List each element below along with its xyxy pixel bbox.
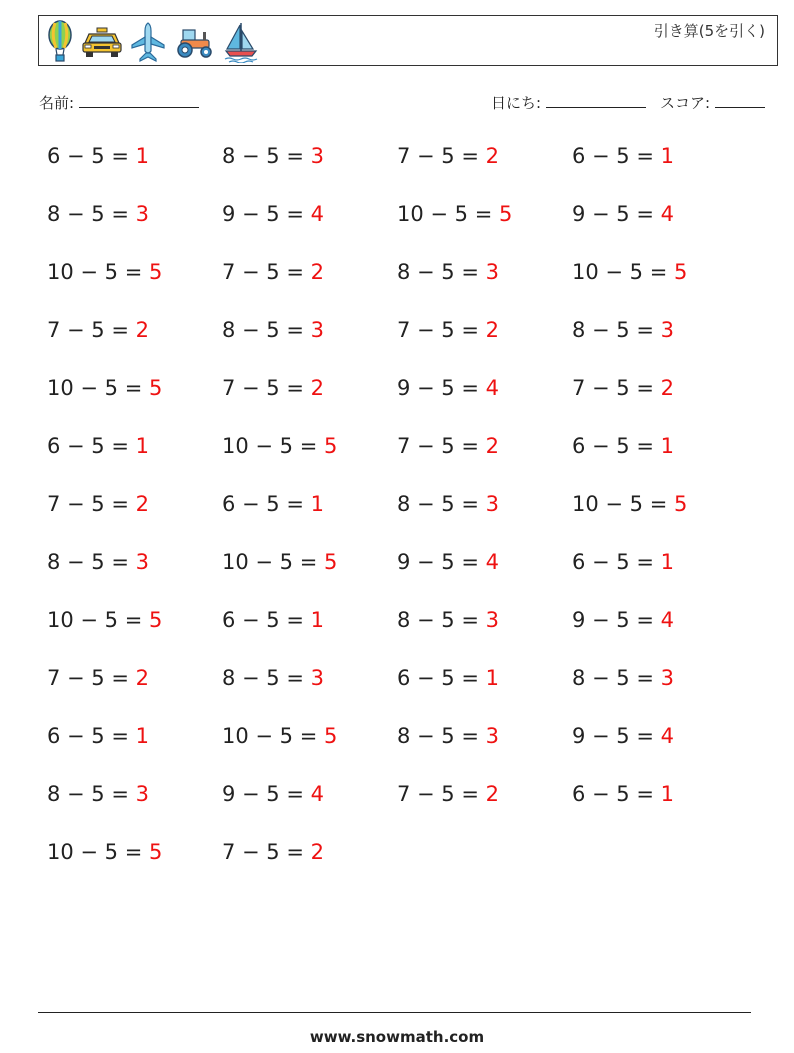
problem-question: 10 − 5 = [572, 492, 674, 516]
problem-answer: 1 [485, 666, 499, 690]
problem-answer: 1 [310, 608, 324, 632]
problem-answer: 2 [135, 318, 149, 342]
problem-question: 10 − 5 = [222, 724, 324, 748]
problem-cell [397, 492, 499, 516]
problem-cell [222, 202, 324, 226]
problem-question: 8 − 5 = [222, 666, 311, 690]
problem-question: 9 − 5 = [572, 608, 661, 632]
problem-answer: 4 [485, 550, 499, 574]
problem-cell [222, 550, 337, 574]
problem-cell [222, 434, 337, 458]
problem-cell [47, 318, 149, 342]
problem-question: 10 − 5 = [397, 202, 499, 226]
problem-answer: 4 [660, 202, 674, 226]
problem-question: 6 − 5 = [572, 550, 661, 574]
problem-answer: 3 [135, 202, 149, 226]
problem-question: 7 − 5 = [222, 376, 311, 400]
problem-answer: 2 [485, 144, 499, 168]
problem-question: 7 − 5 = [47, 318, 136, 342]
problem-row [47, 376, 747, 434]
problem-answer: 3 [660, 666, 674, 690]
problem-cell [397, 144, 499, 168]
problem-cell [397, 782, 499, 806]
problem-question: 7 − 5 = [222, 260, 311, 284]
problem-answer: 4 [310, 782, 324, 806]
problem-cell [47, 840, 162, 864]
problem-question: 7 − 5 = [397, 782, 486, 806]
problem-cell [222, 724, 337, 748]
problem-question: 9 − 5 = [572, 202, 661, 226]
problem-cell [222, 608, 324, 632]
name-input-line[interactable] [79, 93, 199, 108]
problem-answer: 3 [135, 550, 149, 574]
airplane-icon [131, 21, 165, 63]
problem-answer: 4 [660, 724, 674, 748]
problem-question: 9 − 5 = [222, 202, 311, 226]
problem-answer: 3 [485, 260, 499, 284]
problem-question: 7 − 5 = [47, 492, 136, 516]
problem-answer: 1 [660, 782, 674, 806]
problem-answer: 3 [660, 318, 674, 342]
problem-answer: 3 [485, 492, 499, 516]
problem-answer: 2 [485, 434, 499, 458]
problem-cell [397, 724, 499, 748]
problem-question: 9 − 5 = [397, 376, 486, 400]
problem-cell [572, 434, 674, 458]
problem-question: 7 − 5 = [47, 666, 136, 690]
problem-question: 6 − 5 = [222, 492, 311, 516]
problem-cell [572, 260, 687, 284]
problem-answer: 5 [498, 202, 513, 226]
problem-grid [47, 144, 747, 898]
problem-question: 10 − 5 = [47, 840, 149, 864]
problem-question: 6 − 5 = [572, 144, 661, 168]
problem-cell [572, 492, 687, 516]
problem-row [47, 724, 747, 782]
problem-answer: 3 [310, 318, 324, 342]
problem-cell [397, 376, 499, 400]
problem-question: 9 − 5 = [397, 550, 486, 574]
problem-question: 10 − 5 = [222, 434, 324, 458]
problem-row [47, 840, 747, 898]
problem-cell [222, 260, 324, 284]
problem-row [47, 782, 747, 840]
problem-answer: 1 [310, 492, 324, 516]
problem-row [47, 550, 747, 608]
problem-cell [572, 318, 674, 342]
worksheet-header [38, 15, 778, 66]
problem-answer: 5 [323, 550, 338, 574]
problem-row [47, 492, 747, 550]
problem-cell [47, 492, 149, 516]
problem-answer: 1 [660, 550, 674, 574]
problem-question: 7 − 5 = [222, 840, 311, 864]
problem-question: 8 − 5 = [397, 608, 486, 632]
footer-site: www.snowmath.com [309, 1028, 485, 1046]
problem-cell [572, 376, 674, 400]
problem-question: 8 − 5 = [397, 260, 486, 284]
problem-answer: 4 [485, 376, 499, 400]
problem-row [47, 608, 747, 666]
problem-row [47, 318, 747, 376]
problem-cell [47, 724, 149, 748]
score-label: スコア: [660, 94, 711, 112]
problem-answer: 2 [485, 782, 499, 806]
problem-cell [222, 318, 324, 342]
problem-question: 10 − 5 = [222, 550, 324, 574]
problem-row [47, 202, 747, 260]
problem-question: 7 − 5 = [397, 318, 486, 342]
problem-answer: 1 [660, 144, 674, 168]
problem-row [47, 144, 747, 202]
problem-answer: 5 [148, 608, 163, 632]
problem-cell [397, 318, 499, 342]
problem-question: 6 − 5 = [47, 144, 136, 168]
problem-question: 9 − 5 = [572, 724, 661, 748]
problem-answer: 4 [660, 608, 674, 632]
problem-cell [572, 608, 674, 632]
date-field [491, 92, 646, 113]
problem-question: 8 − 5 = [572, 318, 661, 342]
problem-question: 8 − 5 = [222, 318, 311, 342]
problem-answer: 5 [323, 434, 338, 458]
problem-question: 6 − 5 = [47, 724, 136, 748]
problem-answer: 2 [135, 666, 149, 690]
problem-cell [222, 840, 324, 864]
problem-cell [47, 376, 162, 400]
problem-question: 6 − 5 = [397, 666, 486, 690]
problem-answer: 5 [673, 260, 688, 284]
problem-answer: 3 [485, 724, 499, 748]
problem-question: 8 − 5 = [397, 492, 486, 516]
hot-air-balloon-icon [47, 20, 73, 64]
header-icons [47, 20, 259, 64]
problem-cell [47, 666, 149, 690]
problem-answer: 3 [310, 144, 324, 168]
problem-cell [397, 260, 499, 284]
score-field [660, 92, 765, 113]
problem-answer: 5 [148, 376, 163, 400]
taxi-icon [81, 26, 123, 58]
problem-question: 10 − 5 = [47, 608, 149, 632]
problem-answer: 2 [310, 260, 324, 284]
problem-cell [572, 724, 674, 748]
problem-cell [397, 550, 499, 574]
problem-answer: 2 [135, 492, 149, 516]
date-input-line[interactable] [546, 93, 646, 108]
problem-answer: 1 [135, 724, 149, 748]
problem-cell [572, 144, 674, 168]
problem-answer: 3 [310, 666, 324, 690]
problem-answer: 4 [310, 202, 324, 226]
problem-cell [222, 492, 324, 516]
problem-question: 8 − 5 = [47, 782, 136, 806]
problem-question: 8 − 5 = [397, 724, 486, 748]
problem-cell [397, 666, 499, 690]
problem-question: 10 − 5 = [572, 260, 674, 284]
problem-answer: 2 [660, 376, 674, 400]
problem-cell [397, 202, 512, 226]
problem-cell [572, 202, 674, 226]
problem-cell [222, 144, 324, 168]
problem-question: 9 − 5 = [222, 782, 311, 806]
problem-cell [572, 666, 674, 690]
problem-cell [222, 376, 324, 400]
problem-cell [222, 782, 324, 806]
sailboat-icon [223, 21, 259, 63]
name-field [39, 92, 199, 113]
problem-question: 6 − 5 = [47, 434, 136, 458]
problem-question: 7 − 5 = [397, 434, 486, 458]
problem-cell [47, 434, 149, 458]
footer-divider [38, 1012, 751, 1013]
problem-row [47, 434, 747, 492]
problem-question: 7 − 5 = [572, 376, 661, 400]
problem-question: 6 − 5 = [222, 608, 311, 632]
problem-row [47, 666, 747, 724]
problem-answer: 3 [485, 608, 499, 632]
problem-cell [397, 608, 499, 632]
problem-answer: 3 [135, 782, 149, 806]
problem-answer: 5 [323, 724, 338, 748]
problem-answer: 2 [310, 840, 324, 864]
problem-answer: 1 [135, 144, 149, 168]
name-label: 名前: [39, 94, 75, 112]
problem-cell [397, 434, 499, 458]
problem-cell [47, 260, 162, 284]
problem-question: 10 − 5 = [47, 260, 149, 284]
problem-cell [222, 666, 324, 690]
problem-question: 6 − 5 = [572, 782, 661, 806]
tractor-icon [173, 26, 215, 58]
problem-answer: 2 [485, 318, 499, 342]
problem-question: 8 − 5 = [222, 144, 311, 168]
problem-question: 6 − 5 = [572, 434, 661, 458]
problem-answer: 2 [310, 376, 324, 400]
problem-answer: 5 [148, 840, 163, 864]
problem-cell [47, 144, 149, 168]
problem-cell [47, 550, 149, 574]
problem-question: 8 − 5 = [572, 666, 661, 690]
problem-cell [47, 608, 162, 632]
problem-question: 10 − 5 = [47, 376, 149, 400]
problem-answer: 5 [673, 492, 688, 516]
problem-cell [47, 202, 149, 226]
problem-answer: 1 [135, 434, 149, 458]
problem-cell [572, 782, 674, 806]
problem-question: 7 − 5 = [397, 144, 486, 168]
problem-answer: 5 [148, 260, 163, 284]
worksheet-title: 引き算(5を引く) [653, 22, 765, 40]
problem-question: 8 − 5 = [47, 202, 136, 226]
problem-cell [572, 550, 674, 574]
date-label: 日にち: [491, 94, 542, 112]
problem-answer: 1 [660, 434, 674, 458]
problem-row [47, 260, 747, 318]
problem-cell [47, 782, 149, 806]
score-input-line[interactable] [715, 93, 765, 108]
problem-question: 8 − 5 = [47, 550, 136, 574]
